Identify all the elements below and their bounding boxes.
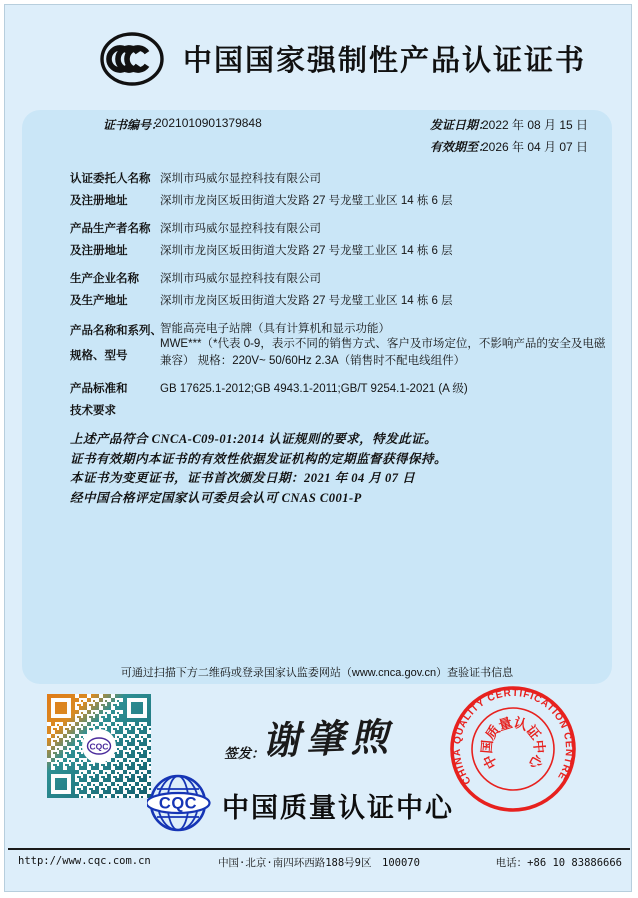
issue-date-label: 发证日期： (430, 118, 491, 132)
valid-until-label: 有效期至： (430, 140, 491, 154)
stamp-cn-char: 国 (479, 739, 496, 755)
field-value: 智能高亮电子站牌（具有计算机和显示功能） (160, 323, 390, 335)
stamp-cn-char: 证 (523, 722, 544, 743)
field-value: 深圳市玛威尔显控科技有限公司 (160, 173, 321, 185)
signature-label: 签发： (224, 746, 265, 761)
field-value: GB 17625.1-2012;GB 4943.1-2011;GB/T 9254.1-2021 (A 级) (160, 383, 468, 395)
field-label: 认证委托人名称 (70, 173, 151, 185)
statements-block (70, 430, 447, 508)
qr-verify-note: 可通过扫描下方二维码或登录国家认监委网站（www.cnca.gov.cn）查验证书信息 (120, 667, 514, 679)
field-standards (70, 380, 610, 424)
field-label: 技术要求 (70, 405, 116, 417)
signature-handwriting: 谢肇煦 (261, 713, 395, 764)
footer-address: 中国·北京·南四环西路188号9区 100070 (218, 857, 420, 869)
page-title: 中国国家强制性产品认证证书 (183, 45, 587, 77)
stamp-cn-char: 中 (530, 739, 547, 755)
field-producer (70, 220, 610, 264)
field-value: MWE***（*代表 0-9，表示不同的销售方式、客户及市场定位，不影响产品的安全及电磁兼容） 规格：220V~ 50/60Hz 2.3A（销售时不配电线组件） (160, 338, 606, 367)
cqc-globe-icon (147, 772, 223, 834)
field-product (70, 320, 610, 374)
field-label: 产品标准和 (70, 383, 128, 395)
certification-stamp-seal (449, 685, 577, 813)
stamp-ring-text: CHINA QUALITY CERTIFICATION CENTRE (451, 687, 575, 787)
footer-url: http://www.cqc.com.cn (18, 855, 151, 867)
footer-divider (8, 848, 630, 850)
field-label: 产品名称和系列、 (70, 325, 162, 337)
field-label: 及注册地址 (70, 245, 128, 257)
field-value: 深圳市玛威尔显控科技有限公司 (160, 223, 321, 235)
valid-until-value: 2026 年 04 月 07 日 (482, 140, 589, 154)
field-value: 深圳市玛威尔显控科技有限公司 (160, 273, 321, 285)
field-label: 及注册地址 (70, 195, 128, 207)
footer-phone: 电话：+86 10 83886666 (495, 857, 622, 869)
statement-line: 本证书为变更证书，证书首次颁发日期：2021 年 04 月 07 日 (70, 471, 416, 485)
cert-number-value: 2021010901379848 (155, 116, 262, 130)
qr-center-logo-text: CQC (89, 741, 109, 752)
stamp-cn-char: 认 (511, 714, 530, 734)
stamp-cn-char: 心 (525, 752, 546, 772)
field-label: 规格、型号 (70, 350, 128, 362)
stamp-cn-char: 中 (480, 752, 501, 772)
field-applicant (70, 170, 610, 214)
svg-text:CHINA QUALITY CERTIFICATION (452, 688, 574, 786)
cert-number-label: 证书编号： (103, 118, 164, 132)
statement-line: 经中国合格评定国家认可委员会认可 CNAS C001-P (70, 490, 362, 505)
field-factory (70, 270, 610, 314)
field-value: 深圳市龙岗区坂田街道大发路 27 号龙璧工业区 14 栋 6 层 (160, 245, 453, 257)
field-label: 产品生产者名称 (70, 223, 151, 235)
stamp-cn-char: 质 (482, 722, 503, 743)
stamp-cn-char: 量 (496, 714, 515, 734)
field-value: 深圳市龙岗区坂田街道大发路 27 号龙璧工业区 14 栋 6 层 (160, 195, 453, 207)
qr-code (47, 694, 151, 798)
ccc-logo-icon (99, 31, 165, 87)
issue-date-value: 2022 年 08 月 15 日 (482, 118, 589, 132)
field-value: 深圳市龙岗区坂田街道大发路 27 号龙璧工业区 14 栋 6 层 (160, 295, 453, 307)
issuer-name: 中国质量认证中心 (222, 793, 454, 823)
field-label: 及生产地址 (70, 295, 128, 307)
statement-line: 证书有效期内本证书的有效性依据发证机构的定期监督获得保持。 (70, 451, 448, 466)
cqc-logo-text: CQC (158, 794, 198, 813)
statement-line: 上述产品符合 CNCA-C09-01:2014 认证规则的要求，特发此证。 (70, 432, 438, 446)
field-label: 生产企业名称 (70, 273, 139, 285)
